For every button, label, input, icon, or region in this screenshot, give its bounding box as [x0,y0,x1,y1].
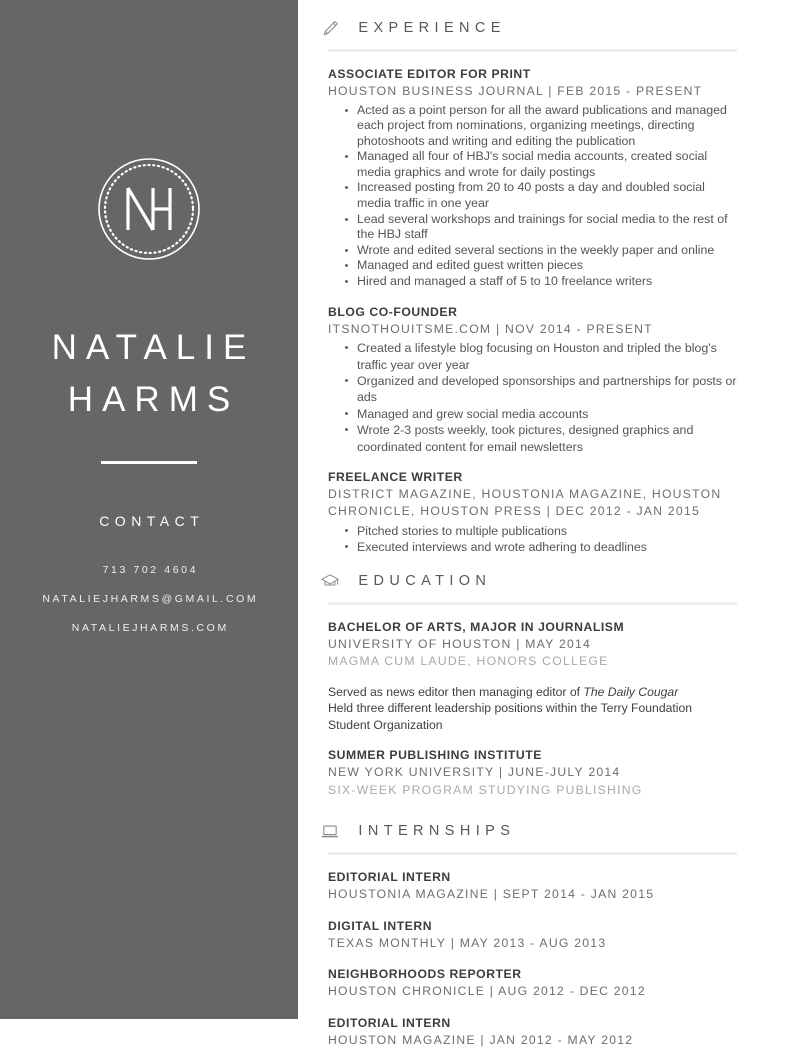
graduation-cap-icon [320,571,340,591]
job-bullets [328,523,737,556]
bullet-item: Organized and developed sponsorships and partnerships for posts or ads [345,373,737,406]
contact-email[interactable]: NATALIEJHARMS@GMAIL.COM [0,585,298,614]
job-title: BLOG CO-FOUNDER [328,304,737,321]
section-header-education [312,571,737,591]
job-meta: ITSNOTHOUITSME.COM | NOV 2014 - PRESENT [328,321,737,339]
bullet-item: Wrote and edited several sections in the weekly paper and online [345,243,737,259]
bullet-item: Acted as a point person for all the award publications and managed each project from nominations, organizing meetings, directing photoshoots and writing and editing the publication [345,103,737,150]
bullet-item: Wrote 2-3 posts weekly, took pictures, designed graphics and coordinated content for email newsletters [345,422,737,455]
bullet-item: Managed all four of HBJ's social media accounts, created social media graphics and wrote for daily postings [345,149,737,180]
internship-title: EDITORIAL INTERN [328,869,737,886]
name-last: HARMS [0,374,298,426]
logo-container [0,157,298,261]
section-education [312,571,737,799]
bullet-item: Executed interviews and wrote adhering to deadlines [345,539,737,555]
section-header-internships [312,821,737,841]
internship-entry [312,966,737,1001]
bullet-item: Managed and edited guest written pieces [345,258,737,274]
section-experience [312,18,737,556]
internship-meta: HOUSTONIA MAGAZINE | SEPT 2014 - JAN 2015 [328,886,737,904]
section-title-education: EDUCATION [353,573,491,589]
degree-honors: MAGMA CUM LAUDE, HONORS COLLEGE [328,653,737,671]
internship-meta: HOUSTON CHRONICLE | AUG 2012 - DEC 2012 [328,983,737,1001]
monogram-circle-icon [97,157,201,261]
section-title-experience: EXPERIENCE [353,20,506,36]
contact-phone[interactable]: 713 702 4604 [0,556,298,585]
section-internships [312,821,737,1049]
experience-entry [312,469,737,556]
section-divider-experience [328,49,737,52]
job-meta: HOUSTON BUSINESS JOURNAL | FEB 2015 - PRESENT [328,83,737,101]
education-note-text: Served as news editor then managing editor of [328,685,583,699]
internship-meta: TEXAS MONTHLY | MAY 2013 - AUG 2013 [328,935,737,953]
internship-title: NEIGHBORHOODS REPORTER [328,966,737,983]
name-first: NATALIE [0,322,298,374]
section-divider-education [328,602,737,605]
pencil-icon [320,18,340,38]
publication-name: The Daily Cougar [583,685,678,699]
education-entry [312,747,737,799]
program-meta: NEW YORK UNIVERSITY | JUNE-JULY 2014 [328,764,737,782]
bullet-item: Managed and grew social media accounts [345,406,737,422]
bullet-item: Hired and managed a staff of 5 to 10 freelance writers [345,274,737,290]
section-title-internships: INTERNSHIPS [353,823,515,839]
sidebar [0,0,298,1019]
internship-entry [312,869,737,904]
job-title: ASSOCIATE EDITOR FOR PRINT [328,66,737,83]
section-header-experience [312,18,737,38]
contact-heading: CONTACT [0,513,298,529]
experience-entry [312,304,737,455]
person-name [0,322,298,426]
internship-meta: HOUSTON MAGAZINE | JAN 2012 - MAY 2012 [328,1032,737,1049]
main-content [298,0,787,1019]
laptop-icon [320,821,340,841]
education-entry [312,619,737,671]
bullet-item: Created a lifestyle blog focusing on Houston and tripled the blog's traffic year over year [345,340,737,373]
internship-title: EDITORIAL INTERN [328,1015,737,1032]
program-detail: SIX-WEEK PROGRAM STUDYING PUBLISHING [328,782,737,800]
education-note-line-2: Held three different leadership positions within the Terry Foundation Student Organization [328,700,737,733]
bullet-item: Lead several workshops and trainings for social media to the rest of the HBJ staff [345,212,737,243]
degree-meta: UNIVERSITY OF HOUSTON | MAY 2014 [328,636,737,654]
job-bullets [328,340,737,455]
contact-list [0,556,298,643]
internship-entry [312,918,737,953]
program-title: SUMMER PUBLISHING INSTITUTE [328,747,737,764]
sidebar-divider [101,461,197,464]
contact-website[interactable]: NATALIEJHARMS.COM [0,614,298,643]
education-notes [312,684,737,733]
degree-title: BACHELOR OF ARTS, MAJOR IN JOURNALISM [328,619,737,636]
job-title: FREELANCE WRITER [328,469,737,486]
internship-title: DIGITAL INTERN [328,918,737,935]
bullet-item: Pitched stories to multiple publications [345,523,737,539]
job-bullets [328,103,737,290]
bullet-item: Increased posting from 20 to 40 posts a day and doubled social media traffic in one year [345,180,737,211]
experience-entry [312,66,737,290]
internship-entry [312,1015,737,1049]
education-note-line-1 [328,684,737,700]
job-meta: DISTRICT MAGAZINE, HOUSTONIA MAGAZINE, HOUSTON CHRONICLE, HOUSTON PRESS | DEC 2012 - JAN 2015 [328,486,737,521]
section-divider-internships [328,852,737,855]
